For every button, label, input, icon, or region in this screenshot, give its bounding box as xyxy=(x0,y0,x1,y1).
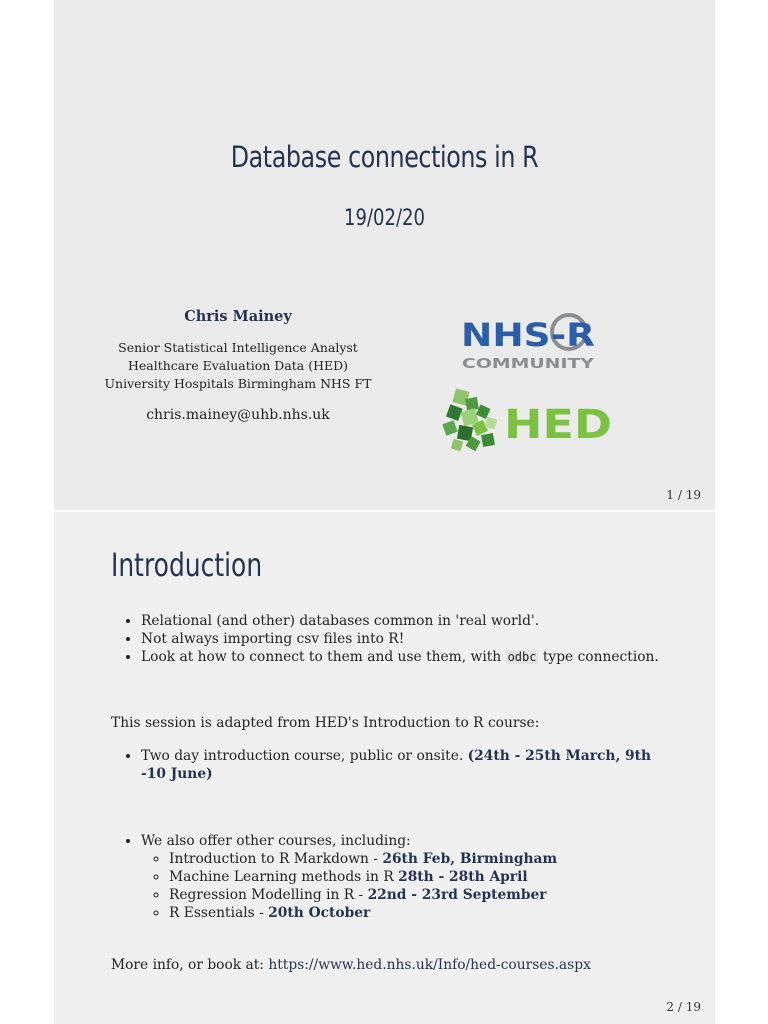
slide-date: 19/02/20 xyxy=(343,206,426,231)
slide-title: Introduction xyxy=(111,546,263,584)
course-dates: (24th - 25th March, 9th -10 June) xyxy=(141,748,652,782)
list-item: • Not always importing csv files into R! xyxy=(141,630,665,648)
bullet-text: We also offer other courses, including: xyxy=(141,833,411,849)
course-dates: 26th Feb, Birmingham xyxy=(382,851,558,867)
intro-bullets xyxy=(111,612,665,666)
slide-2 xyxy=(54,512,715,1024)
page-number: 2 / 19 xyxy=(666,1000,701,1014)
author-email: chris.mainey@uhb.nhs.uk xyxy=(146,407,330,423)
list-item xyxy=(169,886,665,904)
inline-code: odbc xyxy=(507,650,537,664)
course-dates: 20th October xyxy=(268,905,371,921)
author-organisation: University Hospitals Birmingham NHS FT xyxy=(104,376,372,391)
course-name: Machine Learning methods in R xyxy=(169,869,399,885)
other-courses-bullets xyxy=(111,832,665,922)
slide-1 xyxy=(54,0,715,510)
course-name: Introduction to R Markdown - xyxy=(169,851,383,867)
more-info-text: More info, or book at: xyxy=(111,957,269,973)
list-item xyxy=(169,850,665,868)
hed-logo-text: HED xyxy=(504,402,612,448)
list-item xyxy=(169,868,665,886)
other-courses-list xyxy=(141,850,665,922)
list-item xyxy=(141,747,665,783)
author-department: Healthcare Evaluation Data (HED) xyxy=(127,358,349,373)
nhsr-logo-subtext: COMMUNITY xyxy=(462,357,595,372)
more-info xyxy=(111,956,665,974)
course-name: R Essentials - xyxy=(169,905,269,921)
bullet-text: Two day introduction course, public or onsite. xyxy=(141,748,468,764)
course-dates: 22nd - 23rd September xyxy=(367,887,547,903)
nhsr-logo-text: NHS-R xyxy=(461,316,595,354)
course-paragraph: This session is adapted from HED's Introduction to R course: xyxy=(111,715,540,731)
courses-link[interactable]: https://www.hed.nhs.uk/Info/hed-courses.aspx xyxy=(268,957,591,973)
nhsr-community-logo xyxy=(459,310,599,374)
bullet-text: Look at how to connect to them and use them, with xyxy=(141,649,506,665)
list-item xyxy=(141,648,665,666)
slide-title: Database connections in R xyxy=(230,140,539,174)
author-block xyxy=(94,308,382,423)
list-item: • Relational (and other) databases common in 'real world'. xyxy=(141,612,665,630)
course-bullets xyxy=(111,747,665,783)
hed-mosaic-icon xyxy=(442,388,497,451)
author-role: Senior Statistical Intelligence Analyst xyxy=(118,340,358,355)
course-name: Regression Modelling in R - xyxy=(169,887,368,903)
page-number: 1 / 19 xyxy=(666,488,701,502)
list-item xyxy=(141,832,665,922)
hed-logo xyxy=(442,388,618,454)
bullet-text: type connection. xyxy=(538,649,659,665)
course-dates: 28th - 28th April xyxy=(398,869,528,885)
slide-content xyxy=(111,612,665,974)
list-item xyxy=(169,904,665,922)
author-name: Chris Mainey xyxy=(184,308,292,325)
